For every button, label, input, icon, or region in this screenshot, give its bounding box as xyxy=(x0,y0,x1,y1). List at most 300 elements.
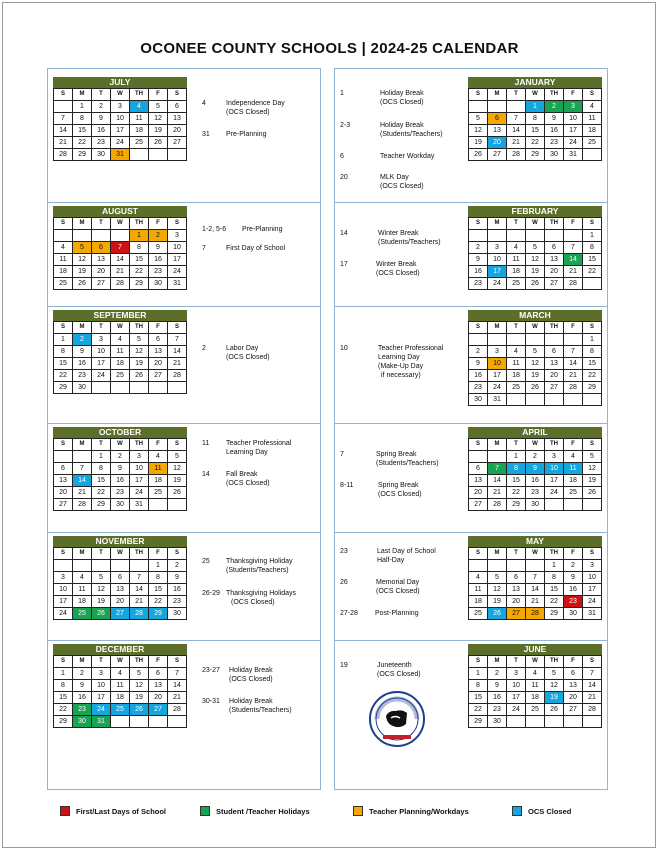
event: 26 Memorial Day (OCS Closed) xyxy=(340,579,420,595)
day-cell: 12 xyxy=(168,463,187,475)
day-cell: 22 xyxy=(54,370,73,382)
day-cell: 15 xyxy=(583,254,602,266)
day-cell: 14 xyxy=(111,254,130,266)
day-cell: 11 xyxy=(73,584,92,596)
empty-cell xyxy=(564,716,583,728)
day-cell: 23 xyxy=(488,704,507,716)
day-header: W xyxy=(526,218,545,230)
day-header: M xyxy=(73,218,92,230)
day-cell: 26 xyxy=(469,149,488,161)
day-header: T xyxy=(92,218,111,230)
day-cell: 9 xyxy=(488,680,507,692)
day-cell: 26 xyxy=(130,704,149,716)
day-cell: 21 xyxy=(111,266,130,278)
day-cell: 9 xyxy=(73,680,92,692)
event: 2-3 Holiday Break (Students/Teachers) xyxy=(340,122,443,138)
empty-cell xyxy=(545,716,564,728)
day-cell: 3 xyxy=(545,451,564,463)
day-cell: 7 xyxy=(130,572,149,584)
empty-cell xyxy=(111,230,130,242)
day-cell: 3 xyxy=(488,242,507,254)
day-cell: 22 xyxy=(469,704,488,716)
empty-cell xyxy=(545,334,564,346)
empty-cell xyxy=(545,499,564,511)
day-cell: 2 xyxy=(73,334,92,346)
day-header: W xyxy=(111,548,130,560)
day-cell: 13 xyxy=(92,254,111,266)
school-seal-logo xyxy=(369,691,425,747)
day-header: S xyxy=(168,322,187,334)
day-cell: 23 xyxy=(92,137,111,149)
day-cell: 11 xyxy=(526,680,545,692)
empty-cell xyxy=(111,560,130,572)
day-header: T xyxy=(92,89,111,101)
day-cell: 31 xyxy=(130,499,149,511)
day-cell: 18 xyxy=(149,475,168,487)
day-header: TH xyxy=(545,548,564,560)
day-cell: 7 xyxy=(111,242,130,254)
day-cell: 26 xyxy=(545,704,564,716)
day-cell: 26 xyxy=(73,278,92,290)
day-header: W xyxy=(526,548,545,560)
day-cell: 15 xyxy=(130,254,149,266)
day-cell: 29 xyxy=(73,149,92,161)
day-cell: 3 xyxy=(168,230,187,242)
day-cell: 11 xyxy=(130,113,149,125)
empty-cell xyxy=(526,560,545,572)
day-cell: 28 xyxy=(564,278,583,290)
month-grid xyxy=(53,438,187,511)
month-grid xyxy=(53,547,187,620)
day-cell: 9 xyxy=(111,463,130,475)
empty-cell xyxy=(583,499,602,511)
day-cell: 4 xyxy=(526,668,545,680)
day-header: S xyxy=(54,218,73,230)
day-cell: 2 xyxy=(526,451,545,463)
day-cell: 3 xyxy=(54,572,73,584)
day-cell: 3 xyxy=(583,560,602,572)
month-grid xyxy=(468,547,602,620)
day-cell: 29 xyxy=(149,608,168,620)
day-cell: 2 xyxy=(469,242,488,254)
empty-cell xyxy=(168,499,187,511)
day-cell: 18 xyxy=(526,692,545,704)
month-august xyxy=(53,206,187,290)
day-header: S xyxy=(469,548,488,560)
empty-cell xyxy=(111,716,130,728)
day-cell: 9 xyxy=(73,346,92,358)
empty-cell xyxy=(54,101,73,113)
day-cell: 20 xyxy=(564,692,583,704)
day-header: M xyxy=(488,656,507,668)
month-grid xyxy=(53,655,187,728)
day-cell: 15 xyxy=(54,692,73,704)
day-header: W xyxy=(111,322,130,334)
day-cell: 5 xyxy=(469,113,488,125)
day-header: S xyxy=(583,89,602,101)
day-header: TH xyxy=(130,439,149,451)
day-cell: 19 xyxy=(149,125,168,137)
day-cell: 6 xyxy=(168,101,187,113)
day-cell: 14 xyxy=(488,475,507,487)
event: 4 Independence Day (OCS Closed) xyxy=(202,100,285,116)
empty-cell xyxy=(488,560,507,572)
day-cell: 14 xyxy=(564,358,583,370)
day-cell: 22 xyxy=(92,487,111,499)
day-header: TH xyxy=(130,322,149,334)
day-cell: 3 xyxy=(92,668,111,680)
day-cell: 6 xyxy=(54,463,73,475)
day-cell: 12 xyxy=(469,125,488,137)
day-cell: 28 xyxy=(111,278,130,290)
day-header: M xyxy=(488,89,507,101)
day-cell: 24 xyxy=(92,370,111,382)
empty-cell xyxy=(583,278,602,290)
day-cell: 14 xyxy=(168,680,187,692)
day-cell: 18 xyxy=(469,596,488,608)
day-cell: 31 xyxy=(168,278,187,290)
day-cell: 18 xyxy=(130,125,149,137)
day-cell: 28 xyxy=(73,499,92,511)
day-header: T xyxy=(507,656,526,668)
day-header: W xyxy=(526,656,545,668)
event: 23 Last Day of School Half-Day xyxy=(340,548,436,564)
empty-cell xyxy=(564,230,583,242)
day-cell: 13 xyxy=(545,254,564,266)
day-cell: 3 xyxy=(488,346,507,358)
day-cell: 22 xyxy=(545,596,564,608)
day-cell: 21 xyxy=(54,137,73,149)
month-grid xyxy=(468,655,602,728)
event: 26-29 Thanksgiving Holidays (OCS Closed) xyxy=(202,590,297,606)
day-cell: 14 xyxy=(73,475,92,487)
empty-cell xyxy=(488,451,507,463)
day-cell: 15 xyxy=(583,358,602,370)
day-header: S xyxy=(168,218,187,230)
day-cell: 22 xyxy=(130,266,149,278)
day-cell: 28 xyxy=(488,499,507,511)
day-cell: 1 xyxy=(507,451,526,463)
day-cell: 25 xyxy=(507,278,526,290)
day-header: T xyxy=(92,439,111,451)
day-cell: 30 xyxy=(526,499,545,511)
day-cell: 6 xyxy=(149,668,168,680)
day-cell: 17 xyxy=(507,692,526,704)
empty-cell xyxy=(469,334,488,346)
day-cell: 30 xyxy=(73,382,92,394)
day-cell: 17 xyxy=(488,266,507,278)
day-header: TH xyxy=(130,656,149,668)
event: 7 First Day of School xyxy=(202,245,286,252)
day-cell: 1 xyxy=(545,560,564,572)
day-cell: 9 xyxy=(564,572,583,584)
event: 1 Holiday Break (OCS Closed) xyxy=(340,90,424,106)
day-cell: 27 xyxy=(564,704,583,716)
day-cell: 31 xyxy=(488,394,507,406)
month-june xyxy=(468,644,602,728)
empty-cell xyxy=(92,382,111,394)
day-cell: 3 xyxy=(111,101,130,113)
day-cell: 13 xyxy=(149,680,168,692)
day-cell: 4 xyxy=(507,242,526,254)
empty-cell xyxy=(149,499,168,511)
day-header: S xyxy=(469,656,488,668)
empty-cell xyxy=(92,560,111,572)
day-cell: 8 xyxy=(130,242,149,254)
empty-cell xyxy=(583,149,602,161)
day-cell: 24 xyxy=(130,487,149,499)
day-header: TH xyxy=(130,89,149,101)
day-cell: 20 xyxy=(545,370,564,382)
day-cell: 24 xyxy=(583,596,602,608)
day-cell: 12 xyxy=(526,358,545,370)
day-cell: 21 xyxy=(526,596,545,608)
day-header: M xyxy=(73,322,92,334)
event: 23-27 Holiday Break (OCS Closed) xyxy=(202,667,273,683)
day-cell: 7 xyxy=(526,572,545,584)
day-cell: 7 xyxy=(507,113,526,125)
day-cell: 12 xyxy=(149,113,168,125)
day-cell: 30 xyxy=(111,499,130,511)
day-header: W xyxy=(111,218,130,230)
day-header: M xyxy=(73,439,92,451)
event: 6 Teacher Workday xyxy=(340,153,435,160)
day-cell: 11 xyxy=(54,254,73,266)
day-cell: 2 xyxy=(149,230,168,242)
day-cell: 16 xyxy=(469,370,488,382)
day-header: S xyxy=(168,548,187,560)
day-cell: 30 xyxy=(545,149,564,161)
month-grid xyxy=(468,88,602,161)
month-grid xyxy=(53,88,187,161)
day-cell: 14 xyxy=(130,584,149,596)
day-cell: 2 xyxy=(73,668,92,680)
day-cell: 22 xyxy=(583,370,602,382)
day-cell: 17 xyxy=(111,125,130,137)
legend xyxy=(0,806,659,820)
empty-cell xyxy=(168,149,187,161)
day-cell: 26 xyxy=(130,370,149,382)
day-cell: 8 xyxy=(583,346,602,358)
day-cell: 9 xyxy=(469,358,488,370)
day-cell: 12 xyxy=(130,346,149,358)
day-cell: 22 xyxy=(54,704,73,716)
empty-cell xyxy=(130,560,149,572)
day-cell: 3 xyxy=(92,334,111,346)
day-cell: 24 xyxy=(507,704,526,716)
day-cell: 7 xyxy=(73,463,92,475)
month-name: AUGUST xyxy=(53,206,187,217)
day-header: W xyxy=(111,439,130,451)
day-cell: 17 xyxy=(545,475,564,487)
empty-cell xyxy=(149,149,168,161)
day-cell: 13 xyxy=(545,358,564,370)
month-name: DECEMBER xyxy=(53,644,187,655)
day-cell: 5 xyxy=(73,242,92,254)
day-cell: 16 xyxy=(149,254,168,266)
day-cell: 20 xyxy=(92,266,111,278)
day-cell: 22 xyxy=(507,487,526,499)
day-header: TH xyxy=(545,322,564,334)
day-cell: 4 xyxy=(583,101,602,113)
day-cell: 27 xyxy=(54,499,73,511)
day-cell: 30 xyxy=(149,278,168,290)
day-cell: 8 xyxy=(526,113,545,125)
day-cell: 7 xyxy=(564,346,583,358)
day-cell: 25 xyxy=(149,487,168,499)
day-cell: 17 xyxy=(168,254,187,266)
day-cell: 17 xyxy=(488,370,507,382)
day-cell: 29 xyxy=(54,716,73,728)
day-cell: 16 xyxy=(73,692,92,704)
day-cell: 20 xyxy=(488,137,507,149)
day-cell: 9 xyxy=(469,254,488,266)
empty-cell xyxy=(507,230,526,242)
day-cell: 11 xyxy=(111,346,130,358)
event: 2 Labor Day (OCS Closed) xyxy=(202,345,270,361)
day-cell: 23 xyxy=(168,596,187,608)
day-cell: 22 xyxy=(73,137,92,149)
day-cell: 11 xyxy=(583,113,602,125)
green-swatch-icon xyxy=(200,806,210,816)
day-cell: 28 xyxy=(564,382,583,394)
empty-cell xyxy=(54,560,73,572)
empty-cell xyxy=(168,382,187,394)
day-cell: 16 xyxy=(526,475,545,487)
month-name: SEPTEMBER xyxy=(53,310,187,321)
month-grid xyxy=(468,217,602,290)
empty-cell xyxy=(583,394,602,406)
day-cell: 10 xyxy=(488,358,507,370)
day-cell: 10 xyxy=(111,113,130,125)
day-cell: 13 xyxy=(488,125,507,137)
day-header: S xyxy=(583,218,602,230)
month-name: OCTOBER xyxy=(53,427,187,438)
day-cell: 4 xyxy=(111,334,130,346)
day-cell: 11 xyxy=(469,584,488,596)
day-cell: 15 xyxy=(92,475,111,487)
day-cell: 25 xyxy=(130,137,149,149)
month-july xyxy=(53,77,187,161)
legend-item-planning: Teacher Planning/Workdays xyxy=(353,806,469,816)
day-cell: 23 xyxy=(564,596,583,608)
day-cell: 1 xyxy=(54,334,73,346)
day-cell: 21 xyxy=(168,358,187,370)
day-cell: 13 xyxy=(111,584,130,596)
day-cell: 8 xyxy=(73,113,92,125)
day-cell: 13 xyxy=(168,113,187,125)
day-cell: 20 xyxy=(54,487,73,499)
day-cell: 17 xyxy=(92,358,111,370)
day-cell: 1 xyxy=(130,230,149,242)
day-cell: 23 xyxy=(73,704,92,716)
day-cell: 11 xyxy=(564,463,583,475)
day-header: S xyxy=(54,439,73,451)
day-cell: 21 xyxy=(564,370,583,382)
day-cell: 27 xyxy=(149,370,168,382)
day-cell: 10 xyxy=(507,680,526,692)
day-cell: 7 xyxy=(564,242,583,254)
month-name: MAY xyxy=(468,536,602,547)
day-cell: 12 xyxy=(526,254,545,266)
empty-cell xyxy=(564,394,583,406)
day-header: W xyxy=(526,89,545,101)
month-march xyxy=(468,310,602,406)
day-header: M xyxy=(488,322,507,334)
day-header: F xyxy=(564,439,583,451)
day-cell: 20 xyxy=(469,487,488,499)
empty-cell xyxy=(526,334,545,346)
empty-cell xyxy=(488,101,507,113)
day-cell: 6 xyxy=(545,346,564,358)
day-cell: 8 xyxy=(92,463,111,475)
day-cell: 23 xyxy=(73,370,92,382)
legend-item-holidays: Student /Teacher Holidays xyxy=(200,806,310,816)
day-cell: 2 xyxy=(168,560,187,572)
day-header: F xyxy=(149,89,168,101)
empty-cell xyxy=(469,451,488,463)
day-cell: 18 xyxy=(111,358,130,370)
day-cell: 8 xyxy=(54,680,73,692)
day-header: T xyxy=(507,548,526,560)
day-cell: 28 xyxy=(130,608,149,620)
day-cell: 10 xyxy=(168,242,187,254)
day-cell: 9 xyxy=(168,572,187,584)
day-header: T xyxy=(507,439,526,451)
day-cell: 21 xyxy=(488,487,507,499)
empty-cell xyxy=(130,716,149,728)
day-cell: 1 xyxy=(149,560,168,572)
event: 8-11 Spring Break (OCS Closed) xyxy=(340,482,422,498)
day-cell: 15 xyxy=(507,475,526,487)
page-title: OCONEE COUNTY SCHOOLS | 2024-25 CALENDAR xyxy=(140,40,519,57)
empty-cell xyxy=(130,149,149,161)
month-may xyxy=(468,536,602,620)
day-header: S xyxy=(54,322,73,334)
event: 17 Winter Break (OCS Closed) xyxy=(340,261,420,277)
empty-cell xyxy=(564,499,583,511)
day-cell: 14 xyxy=(168,346,187,358)
day-cell: 20 xyxy=(507,596,526,608)
empty-cell xyxy=(545,230,564,242)
day-cell: 10 xyxy=(130,463,149,475)
month-name: JUNE xyxy=(468,644,602,655)
day-cell: 17 xyxy=(583,584,602,596)
month-name: NOVEMBER xyxy=(53,536,187,547)
month-september xyxy=(53,310,187,394)
day-cell: 28 xyxy=(526,608,545,620)
day-cell: 1 xyxy=(469,668,488,680)
empty-cell xyxy=(545,394,564,406)
day-header: M xyxy=(73,548,92,560)
day-header: T xyxy=(507,322,526,334)
day-cell: 1 xyxy=(54,668,73,680)
day-cell: 1 xyxy=(526,101,545,113)
day-cell: 10 xyxy=(564,113,583,125)
day-cell: 6 xyxy=(564,668,583,680)
empty-cell xyxy=(507,394,526,406)
day-cell: 25 xyxy=(507,382,526,394)
day-cell: 29 xyxy=(92,499,111,511)
empty-cell xyxy=(469,101,488,113)
day-cell: 14 xyxy=(507,125,526,137)
empty-cell xyxy=(92,230,111,242)
day-cell: 27 xyxy=(149,704,168,716)
month-name: APRIL xyxy=(468,427,602,438)
event: 1-2, 5-6 Pre-Planning xyxy=(202,226,283,233)
day-cell: 16 xyxy=(168,584,187,596)
empty-cell xyxy=(488,334,507,346)
